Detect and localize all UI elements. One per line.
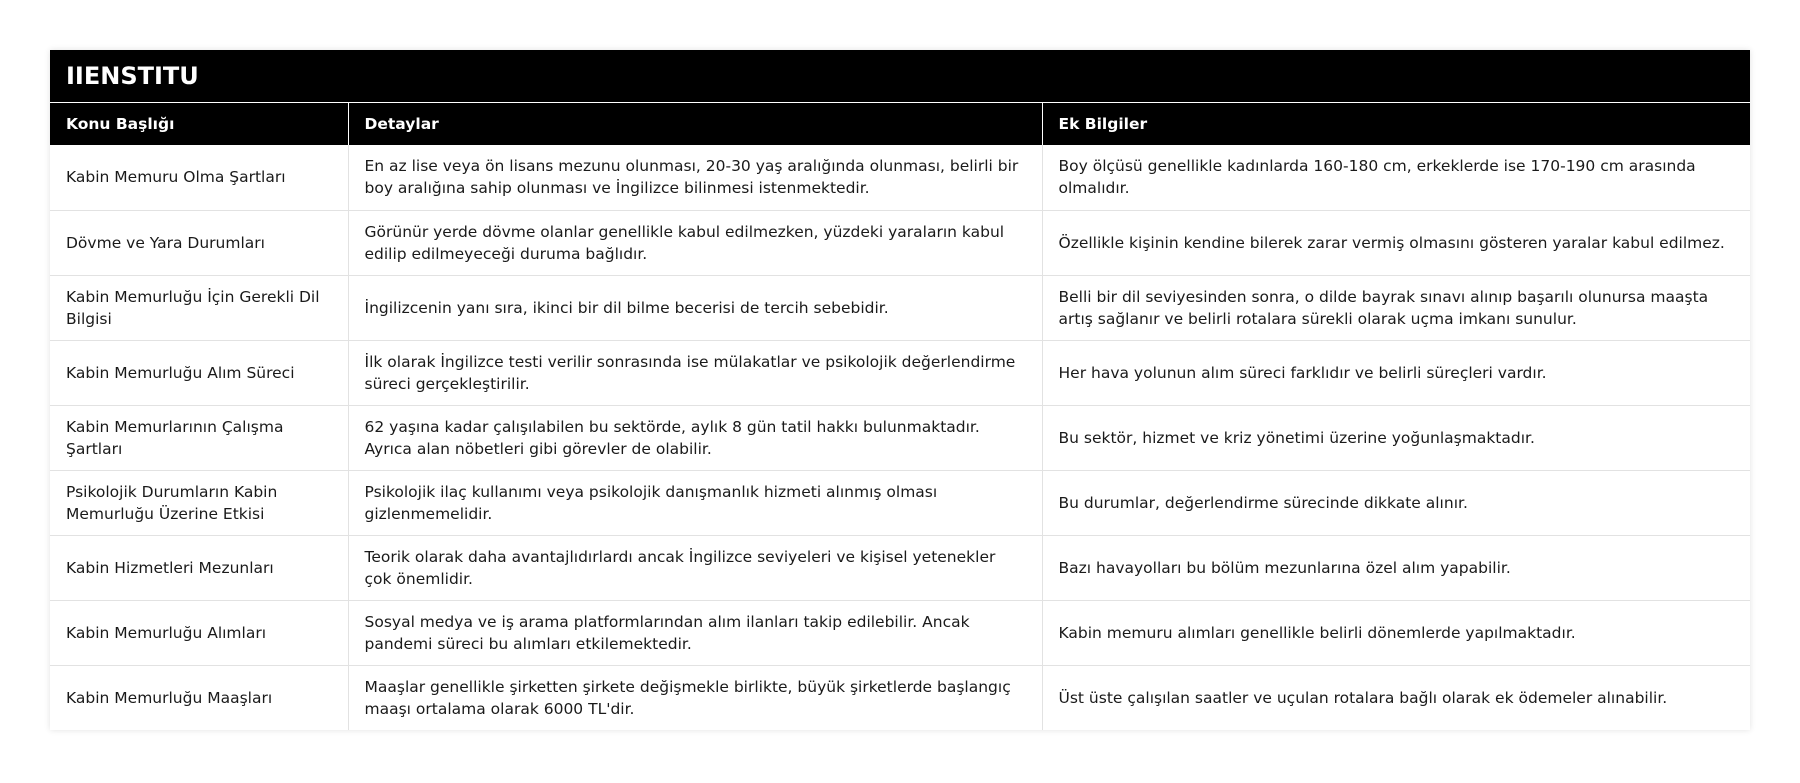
- cell-details: Maaşlar genellikle şirketten şirkete değişmekle birlikte, büyük şirketlerde başlangıç maaşı ortalama olarak 6000 TL'dir.: [348, 665, 1042, 730]
- table-header-row: [50, 103, 1750, 145]
- brand-title: IIENSTITU: [50, 50, 1750, 103]
- table-row: [50, 340, 1750, 405]
- cell-topic: Kabin Hizmetleri Mezunları: [50, 535, 348, 600]
- table-row: [50, 210, 1750, 275]
- cell-topic: Kabin Memurlarının Çalışma Şartları: [50, 405, 348, 470]
- info-table-card: [50, 50, 1750, 730]
- cell-extra-info: Boy ölçüsü genellikle kadınlarda 160-180 cm, erkeklerde ise 170-190 cm arasında olmalıdır.: [1042, 145, 1750, 210]
- cell-extra-info: Kabin memuru alımları genellikle belirli dönemlerde yapılmaktadır.: [1042, 600, 1750, 665]
- cell-extra-info: Belli bir dil seviyesinden sonra, o dilde bayrak sınavı alınıp başarılı olunursa maaşta artış sağlanır ve belirli rotalara sürekli olarak uçma imkanı sunulur.: [1042, 275, 1750, 340]
- cell-topic: Dövme ve Yara Durumları: [50, 210, 348, 275]
- cell-details: İngilizcenin yanı sıra, ikinci bir dil bilme becerisi de tercih sebebidir.: [348, 275, 1042, 340]
- table-row: [50, 535, 1750, 600]
- cell-extra-info: Üst üste çalışılan saatler ve uçulan rotalara bağlı olarak ek ödemeler alınabilir.: [1058, 688, 1668, 707]
- cell-details: Teorik olarak daha avantajlıdırlardı ancak İngilizce seviyeleri ve kişisel yetenekler çok önemlidir.: [348, 535, 1042, 600]
- cell-details: İlk olarak İngilizce testi verilir sonrasında ise mülakatlar ve psikolojik değerlendirme süreci gerçekleştirilir.: [348, 340, 1042, 405]
- info-table: [50, 103, 1750, 730]
- cell-topic: Kabin Memurluğu İçin Gerekli Dil Bilgisi: [50, 275, 348, 340]
- table-row: [50, 665, 1750, 730]
- cell-extra-info: Bu sektör, hizmet ve kriz yönetimi üzerine yoğunlaşmaktadır.: [1042, 405, 1750, 470]
- cell-extra-info: Bu durumlar, değerlendirme sürecinde dikkate alınır.: [1042, 470, 1750, 535]
- cell-extra-info: Özellikle kişinin kendine bilerek zarar vermiş olmasını gösteren yaralar kabul edilmez.: [1042, 210, 1750, 275]
- column-header-topic: Konu Başlığı: [50, 103, 348, 145]
- cell-details: En az lise veya ön lisans mezunu olunması, 20-30 yaş aralığında olunması, belirli bir boy aralığına sahip olunması ve İngilizce bilinmesi istenmektedir.: [348, 145, 1042, 210]
- table-row: [50, 275, 1750, 340]
- column-header-details: Detaylar: [348, 103, 1042, 145]
- cell-details: Sosyal medya ve iş arama platformlarından alım ilanları takip edilebilir. Ancak pandemi süreci bu alımları etkilemektedir.: [348, 600, 1042, 665]
- cell-extra-info: Her hava yolunun alım süreci farklıdır ve belirli süreçleri vardır.: [1042, 340, 1750, 405]
- cell-topic: Kabin Memuru Olma Şartları: [50, 145, 348, 210]
- cell-topic: Kabin Memurluğu Alım Süreci: [50, 340, 348, 405]
- cell-topic: Kabin Memurluğu Alımları: [50, 600, 348, 665]
- cell-topic: Psikolojik Durumların Kabin Memurluğu Üzerine Etkisi: [50, 470, 348, 535]
- cell-topic: Kabin Memurluğu Maaşları: [50, 665, 348, 730]
- table-row: [50, 470, 1750, 535]
- cell-details: Psikolojik ilaç kullanımı veya psikolojik danışmanlık hizmeti alınmış olması gizlenmemelidir.: [348, 470, 1042, 535]
- cell-details: 62 yaşına kadar çalışılabilen bu sektörde, aylık 8 gün tatil hakkı bulunmaktadır. Ayrıca alan nöbetleri gibi görevler de olabilir.: [348, 405, 1042, 470]
- cell-details: Görünür yerde dövme olanlar genellikle kabul edilmezken, yüzdeki yaraların kabul edilip edilmeyeceği duruma bağlıdır.: [348, 210, 1042, 275]
- column-header-extra-info: Ek Bilgiler: [1042, 103, 1750, 145]
- table-row: [50, 145, 1750, 210]
- table-row: [50, 405, 1750, 470]
- cell-extra-info: Bazı havayolları bu bölüm mezunlarına özel alım yapabilir.: [1042, 535, 1750, 600]
- table-row: [50, 600, 1750, 665]
